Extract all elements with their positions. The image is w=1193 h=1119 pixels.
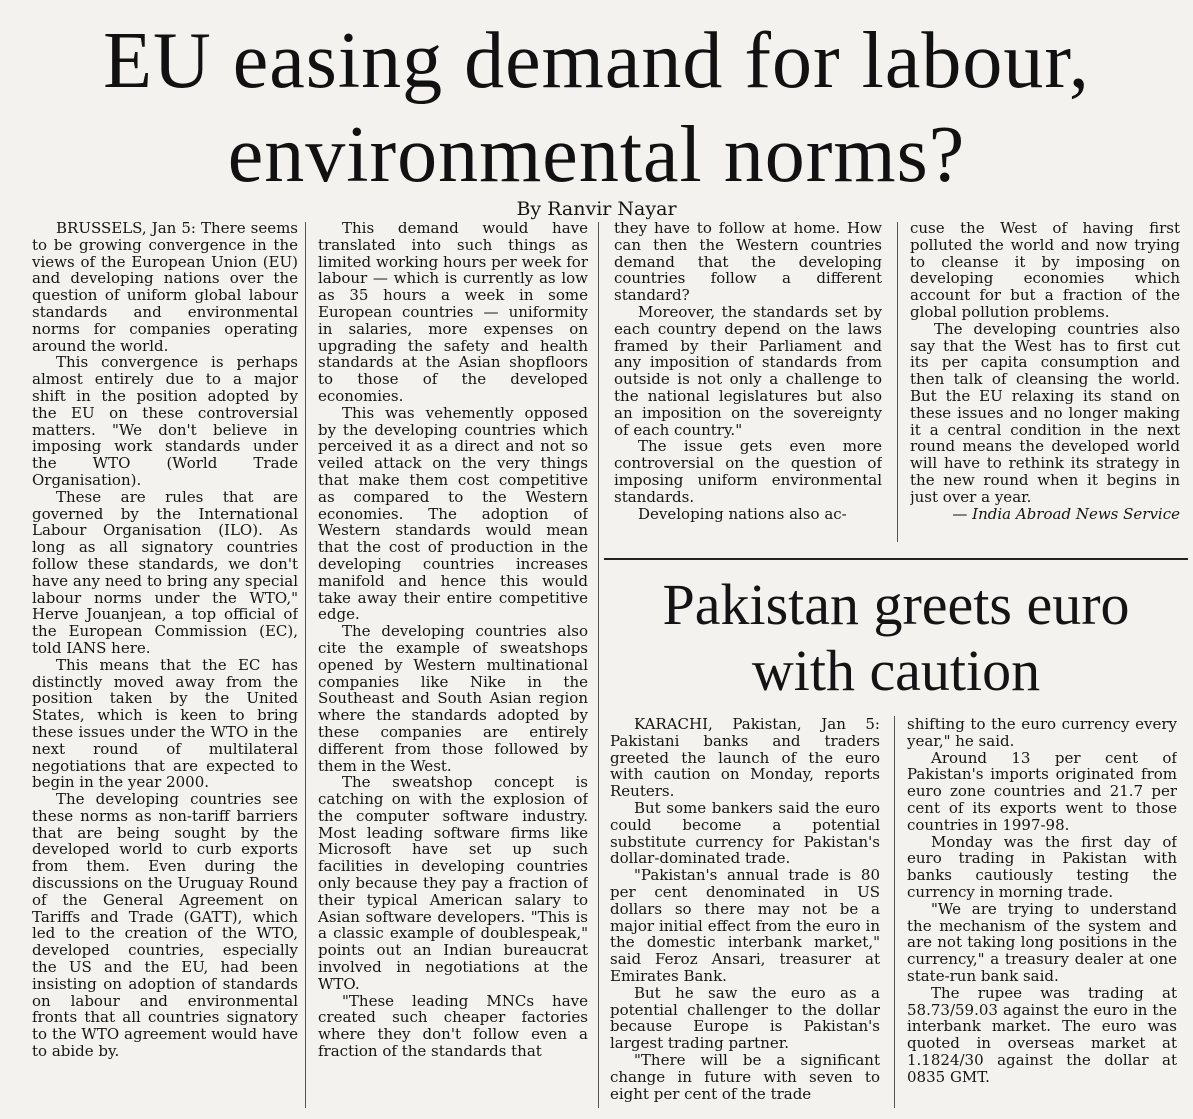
byline: By Ranvir Nayar (516, 198, 677, 220)
paragraph: they have to follow at home. How can then the Western countries demand that the developing countries follow a different standard? (614, 220, 882, 305)
paragraph: Monday was the first day of euro trading in Pakistan with banks cautiously testing the currency in morning trade. (907, 832, 1177, 901)
paragraph: Moreover, the standards set by each country depend on the laws framed by their Parliament and any imposition of standards from outside is not only a challenge to the national legislatures but also an imposition on the sovereignty of each country." (614, 302, 882, 439)
paragraph: This demand would have translated into such things as limited working hours per week for labour — which is currently as low as 35 hours a week in some European countries — uniformity in salaries, more expenses on upgrading the safety and health standards at the Asian shopfloors to those of the developed economies. (318, 220, 588, 405)
paragraph: But he saw the euro as a potential challenger to the dollar because Europe is Pakistan's largest trading partner. (610, 983, 880, 1053)
paragraph: The developing countries also cite the example of sweatshops opened by Western multinational companies like Nike in the Southeast and South Asian region where the standards adopted by these companies are entirely different from those followed by them in the West. (318, 622, 588, 775)
paragraph: The developing countries also say that the West has to first cut its per capita consumption and then talk of cleansing the world. But the EU relaxing its stand on these issues and no longer making it a central condition in the next round means the developed world will have to rethink its strategy in the new round when it begins in just over a year. (910, 319, 1180, 506)
paragraph: This was vehemently opposed by the developing countries which perceived it as a direct and not so veiled attack on the very things that make them cost competitive as compared to the Western economies. The adoption of Western standards would mean that the cost of production in the developing countries increases manifold and hence this would take away their entire competitive edge. (318, 403, 588, 624)
paragraph: The rupee was trading at 58.73/59.03 against the euro in the interbank market. The euro was quoted in overseas market at 1.1824/30 against the dollar at 0835 GMT. (907, 983, 1177, 1086)
article-headline: EU easing demand for labour, environmental norms? (103, 17, 1090, 199)
paragraph: But some bankers said the euro could become a potential substitute currency for Pakistan's dollar-dominated trade. (610, 798, 880, 868)
second-article-headline (604, 572, 1188, 704)
paragraph: Around 13 per cent of Pakistan's imports originated from euro zone countries and 21.7 per cent of its exports went to those countries in 1997-98. (907, 748, 1177, 834)
headline-line: Pakistan greets euro (662, 572, 1130, 637)
column-rule (305, 222, 306, 1108)
article-column-4 (910, 220, 1180, 548)
second-article-column-1 (610, 716, 880, 1108)
news-service-credit: — India Abroad News Service (952, 504, 1180, 523)
article-divider (604, 558, 1188, 560)
paragraph: "There will be a significant change in future with seven to eight per cent of the trade (610, 1050, 880, 1103)
paragraph: "These leading MNCs have created such cheaper factories where they don't follow even a fraction of the standards that (318, 991, 588, 1061)
paragraph: Developing nations also ac- (638, 504, 847, 523)
headline-line: with caution (751, 638, 1041, 703)
paragraph: These are rules that are governed by the International Labour Organisation (ILO). As long as all signatory countries follow these standards, we don't have any need to bring any special labour norms under the WTO," Herve Jouanjean, a top official of the European Commission (EC), told IANS here. (32, 487, 298, 657)
paragraph: "Pakistan's annual trade is 80 per cent denominated in US dollars so there may not be a major initial effect from the euro in the domestic interbank market," said Feroz Ansari, treasurer at Emirates Bank. (610, 866, 880, 985)
paragraph: KARACHI, Pakistan, Jan 5: Pakistani banks and traders greeted the launch of the euro with caution on Monday, reports Reuters. (610, 716, 880, 801)
paragraph: This convergence is perhaps almost entirely due to a major shift in the position adopted by the EU on these controversial matters. "We don't believe in imposing work standards under the WTO (World Trade Organisation). (32, 353, 298, 489)
article-column-2 (318, 220, 588, 1108)
paragraph: BRUSSELS, Jan 5: There seems to be growing convergence in the views of the European Union (EU) and developing nations over the question of uniform global labour standards and environmental norms for companies operating around the world. (32, 220, 298, 355)
column-rule (598, 222, 599, 1108)
article-column-1 (32, 220, 298, 1108)
paragraph: The sweatshop concept is catching on with the explosion of the computer software industry. Most leading software firms like Microsoft have set up such facilities in developing countries only because they pay a fraction of their typical American salary to Asian software developers. "This is a classic example of doublespeak," points out an Indian bureaucrat involved in negotiations at the WTO. (318, 773, 588, 993)
paragraph: shifting to the euro currency every year," he said. (907, 716, 1177, 750)
column-rule (897, 222, 898, 542)
paragraph: This means that the EC has distinctly moved away from the position taken by the United States, which is keen to bring these issues under the WTO in the next round of multilateral negotiations that are expected to begin in the year 2000. (32, 655, 298, 792)
paragraph: cuse the West of having first polluted the world and now trying to cleanse it by imposing on developing economies which account for but a fraction of the global pollution problems. (910, 220, 1180, 321)
column-rule (894, 716, 895, 1108)
paragraph: "We are trying to understand the mechanism of the system and are not taking long positions in the currency," a treasury dealer at one state-run bank said. (907, 899, 1177, 985)
paragraph: The developing countries see these norms as non-tariff barriers that are being sought by the developed world to curb exports from them. Even during the discussions on the Uruguay Round of the General Agreement on Tariffs and Trade (GATT), which led to the creation of the WTO, developed countries, especially the US and the EU, had been insisting on adoption of standards on labour and environmental fronts that all countries signatory to the WTO agreement would have to abide by. (32, 790, 298, 1061)
article-column-3 (614, 220, 882, 548)
paragraph: The issue gets even more controversial on the question of imposing uniform environmental standards. (614, 437, 882, 506)
second-article-column-2 (907, 716, 1177, 1108)
